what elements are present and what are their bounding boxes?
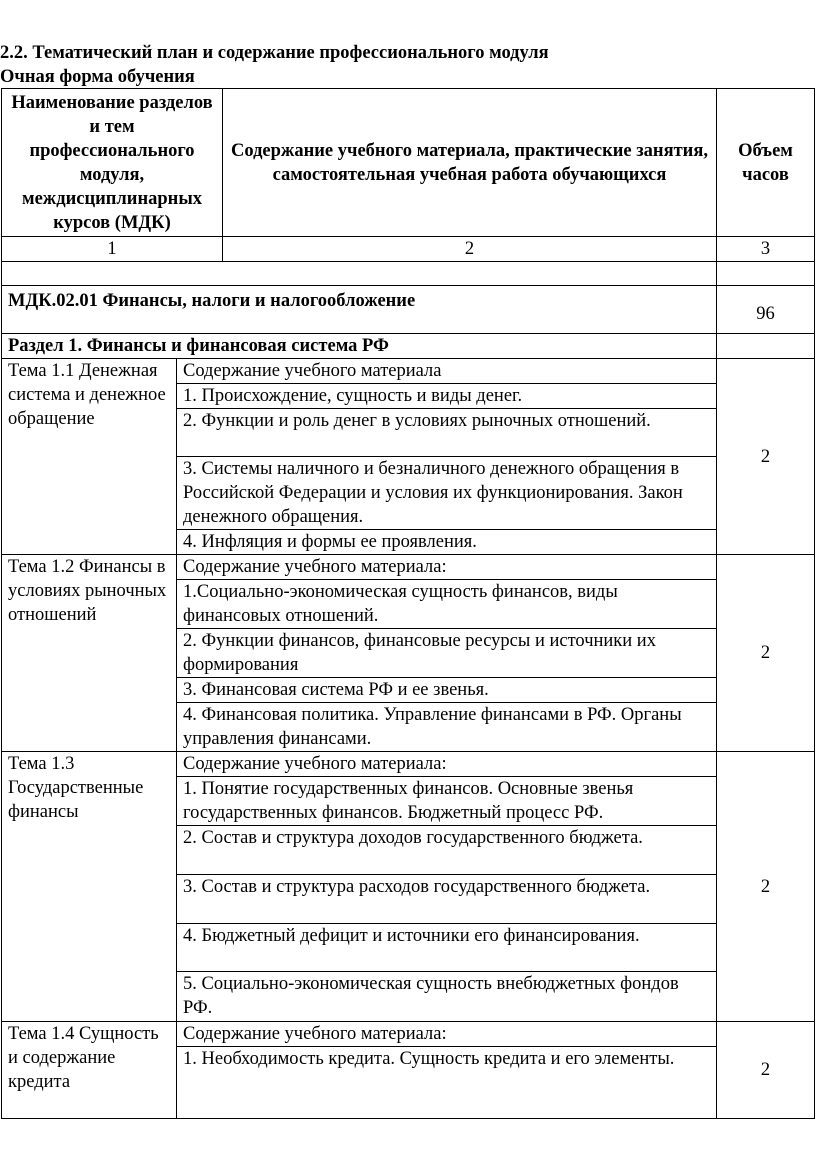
topic-1-2-hours: 2: [717, 555, 815, 752]
header-sections: Наименование разделов и тем профессионального модуля, междисциплинарных курсов (МДК): [2, 89, 223, 237]
column-number-row: [2, 237, 815, 262]
header-hours: Объем часов: [717, 89, 815, 237]
col-number-2: 2: [223, 237, 717, 262]
topic-1-4-item: 1. Необходимость кредита. Сущность кредита и его элементы.: [177, 1047, 717, 1119]
topic-1-3-content-header: Содержание учебного материала:: [177, 752, 717, 777]
section-title: 2.2. Тематический план и содержание профессионального модуля: [0, 43, 549, 63]
topic-1-3-item: 2. Состав и структура доходов государственного бюджета.: [177, 826, 717, 875]
header-content: Содержание учебного материала, практические занятия, самостоятельная учебная работа обучающихся: [223, 89, 717, 237]
empty-row: [2, 262, 815, 286]
table-row: [2, 555, 815, 580]
thematic-plan-table: [1, 88, 815, 1119]
empty-hours-cell: [717, 262, 815, 286]
topic-1-2-name: Тема 1.2 Финансы в условиях рыночных отношений: [2, 555, 177, 752]
topic-1-2-content-header: Содержание учебного материала:: [177, 555, 717, 580]
topic-1-1-item: 3. Системы наличного и безналичного денежного обращения в Российской Федерации и условия их функционирования. Закон денежного обращения.: [177, 457, 717, 530]
section-row: [2, 334, 815, 359]
topic-1-4-content-header: Содержание учебного материала:: [177, 1022, 717, 1047]
mdk-hours: 96: [717, 286, 815, 334]
header-row: [2, 89, 815, 237]
section-hours-cell: [717, 334, 815, 359]
mdk-row: [2, 286, 815, 334]
topic-1-3-hours: 2: [717, 752, 815, 1022]
topic-1-2-item: 3. Финансовая система РФ и ее звенья.: [177, 678, 717, 703]
topic-1-1-item: 1. Происхождение, сущность и виды денег.: [177, 384, 717, 409]
topic-1-3-item: 1. Понятие государственных финансов. Основные звенья государственных финансов. Бюджетный процесс РФ.: [177, 777, 717, 826]
topic-1-3-item: 5. Социально-экономическая сущность внебюджетных фондов РФ.: [177, 972, 717, 1022]
topic-1-1-hours: 2: [717, 359, 815, 555]
topic-1-1-item: 2. Функции и роль денег в условиях рыночных отношений.: [177, 409, 717, 457]
mdk-title: МДК.02.01 Финансы, налоги и налогообложение: [2, 286, 717, 334]
topic-1-1-name: Тема 1.1 Денежная система и денежное обращение: [2, 359, 177, 555]
topic-1-1-content-header: Содержание учебного материала: [177, 359, 717, 384]
topic-1-3-item: 4. Бюджетный дефицит и источники его финансирования.: [177, 924, 717, 972]
topic-1-2-item: 1.Социально-экономическая сущность финансов, виды финансовых отношений.: [177, 580, 717, 629]
topic-1-2-item: 4. Финансовая политика. Управление финансами в РФ. Органы управления финансами.: [177, 703, 717, 752]
topic-1-1-item: 4. Инфляция и формы ее проявления.: [177, 530, 717, 555]
topic-1-2-item: 2. Функции финансов, финансовые ресурсы и источники их формирования: [177, 629, 717, 678]
col-number-1: 1: [2, 237, 223, 262]
topic-1-4-name: Тема 1.4 Сущность и содержание кредита: [2, 1022, 177, 1119]
study-form-subtitle: Очная форма обучения: [0, 67, 195, 87]
topic-1-3-item: 3. Состав и структура расходов государственного бюджета.: [177, 875, 717, 924]
table-row: [2, 752, 815, 777]
section-1-title: Раздел 1. Финансы и финансовая система РФ: [2, 334, 717, 359]
table-row: [2, 1022, 815, 1047]
topic-1-3-name: Тема 1.3 Государственные финансы: [2, 752, 177, 1022]
topic-1-4-hours: 2: [717, 1022, 815, 1119]
empty-cell: [2, 262, 717, 286]
table-row: [2, 359, 815, 384]
col-number-3: 3: [717, 237, 815, 262]
